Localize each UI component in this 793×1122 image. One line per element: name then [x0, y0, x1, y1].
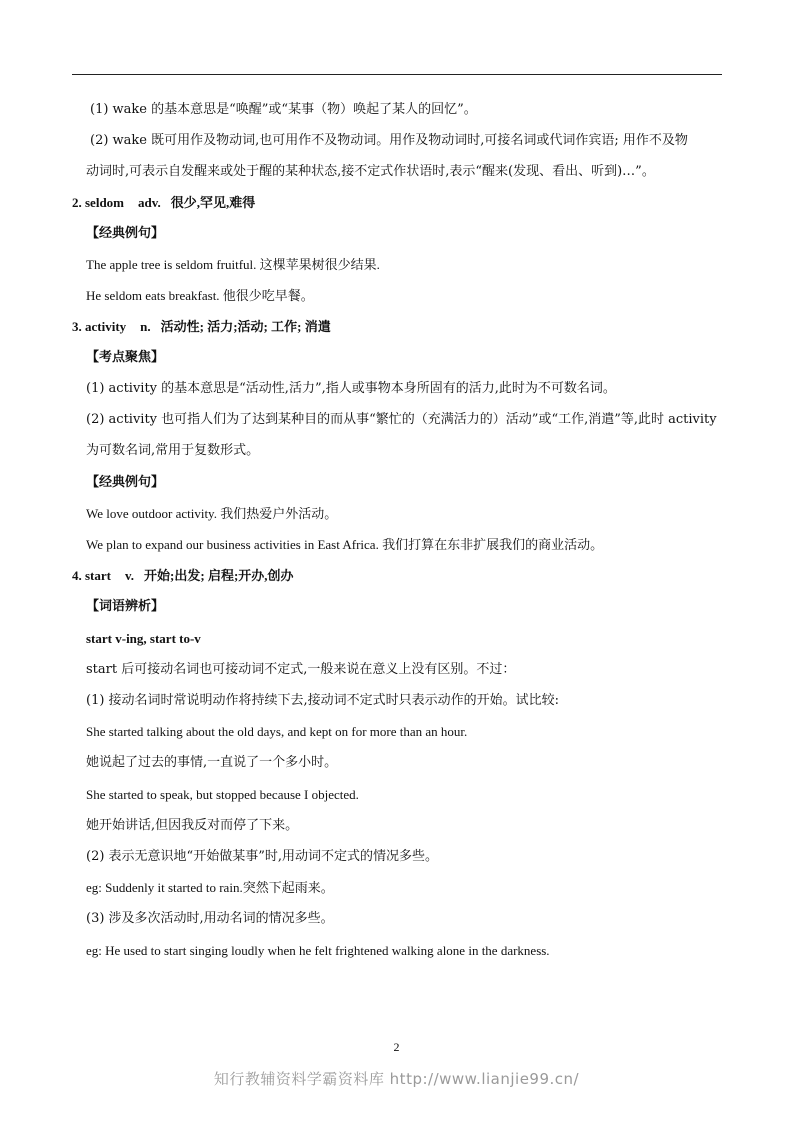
- part-of-speech: v.: [125, 568, 135, 583]
- text-line: (1) 接动名词时常说明动作将持续下去,接动词不定式时只表示动作的开始。试比较:: [86, 693, 560, 708]
- text-line: start v-ing, start to-v: [86, 631, 201, 646]
- headword: 3. activity: [72, 319, 127, 334]
- entry-heading-activity: [72, 318, 712, 336]
- text-line: eg: He used to start singing loudly when he felt frightened walking alone in the darkness.: [86, 943, 550, 958]
- text-line: We plan to expand our business activities in East Africa. 我们打算在东非扩展我们的商业活动。: [86, 537, 604, 552]
- text-line: (3) 涉及多次活动时,用动名词的情况多些。: [86, 911, 334, 926]
- watermark: 知行教辅资料学霸资料库 http://www.lianjie99.cn/: [213, 1070, 580, 1088]
- meaning: 开始;出发; 启程;开办,创办: [144, 568, 294, 583]
- text-line: She started to speak, but stopped because I objected.: [86, 787, 359, 802]
- text-line: 【经典例句】: [86, 475, 165, 490]
- text-line: He seldom eats breakfast. 他很少吃早餐。: [86, 288, 314, 303]
- text-line: We love outdoor activity. 我们热爱户外活动。: [86, 506, 338, 521]
- text-line: 她开始讲话,但因我反对而停了下来。: [86, 818, 299, 833]
- text-line: (2) activity 也可指人们为了达到某种目的而从事“繁忙的（充满活力的）活动”或“工作,消遣”等,此时 activity: [86, 412, 717, 427]
- part-of-speech: adv.: [138, 195, 161, 210]
- text-line: The apple tree is seldom fruitful. 这棵苹果树很少结果.: [86, 257, 380, 272]
- headword: 2. seldom: [72, 195, 124, 210]
- text-line: 动词时,可表示自发醒来或处于醒的某种状态,接不定式作状语时,表示“醒来(发现、看出、听到)…”。: [86, 164, 655, 179]
- text-line: (1) activity 的基本意思是“活动性,活力”,指人或事物本身所固有的活力,此时为不可数名词。: [86, 381, 616, 396]
- header-rule: [72, 74, 722, 75]
- text-line: 她说起了过去的事情,一直说了一个多小时。: [86, 755, 338, 770]
- text-line: 【考点聚焦】: [86, 350, 165, 365]
- headword: 4. start: [72, 568, 111, 583]
- text-line: eg: Suddenly it started to rain.突然下起雨来。: [86, 880, 334, 895]
- text-line: 【词语辨析】: [86, 599, 165, 614]
- text-line: (2) wake 既可用作及物动词,也可用作不及物动词。用作及物动词时,可接名词或代词作宾语; 用作不及物: [90, 133, 688, 148]
- text-line: (2) 表示无意识地“开始做某事”时,用动词不定式的情况多些。: [86, 849, 438, 864]
- text-line: (1) wake 的基本意思是“唤醒”或“某事（物）唤起了某人的回忆”。: [90, 102, 477, 117]
- text-line: 【经典例句】: [86, 226, 165, 241]
- entry-heading-seldom: [72, 194, 712, 212]
- part-of-speech: n.: [140, 319, 151, 334]
- meaning: 很少,罕见,难得: [170, 195, 256, 210]
- text-line: start 后可接动名词也可接动词不定式,一般来说在意义上没有区别。不过：: [86, 662, 516, 677]
- text-line: 为可数名词,常用于复数形式。: [86, 443, 260, 458]
- page-number: 2: [393, 1040, 400, 1054]
- entry-heading-start: [72, 567, 712, 585]
- meaning: 活动性; 活力;活动; 工作; 消遣: [160, 319, 331, 334]
- text-line: She started talking about the old days, and kept on for more than an hour.: [86, 724, 468, 739]
